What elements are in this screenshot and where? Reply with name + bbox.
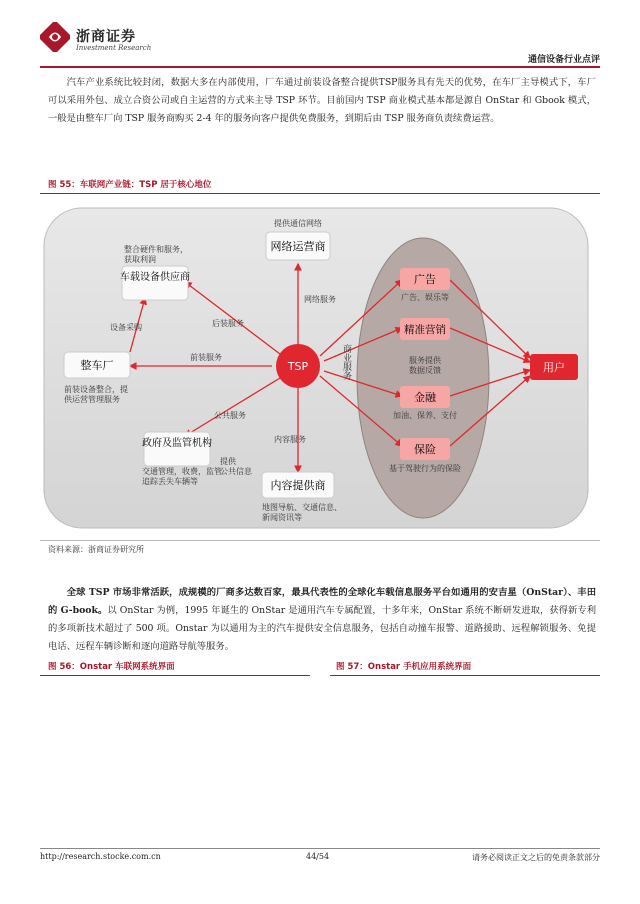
device-supplier-label: 车载设备供应商 bbox=[120, 272, 190, 283]
figure55-title: 图 55：车联网产业链：TSP 居于核心地位 bbox=[48, 180, 212, 190]
source-note: 资料来源：浙商证券研究所 bbox=[48, 545, 144, 554]
header-divider bbox=[40, 66, 600, 68]
user-label: 用户 bbox=[543, 361, 565, 374]
logo-icon bbox=[40, 22, 70, 52]
label-network-service: 网络服务 bbox=[304, 295, 336, 304]
page-number: 44/54 bbox=[306, 852, 330, 861]
figure56-rule bbox=[40, 675, 310, 676]
insurance-label: 保险 bbox=[414, 443, 436, 456]
label-public-service: 公共服务 bbox=[214, 411, 246, 420]
brand-name-en: Investment Research bbox=[76, 44, 152, 52]
label-content-service: 内容服务 bbox=[274, 435, 306, 444]
label-service-info1: 服务提供 bbox=[409, 356, 441, 365]
label-oem-desc1: 前装设备整合，提 bbox=[64, 385, 128, 394]
figure57-title: 图 57：Onstar 手机应用系统界面 bbox=[336, 662, 472, 672]
footer-url[interactable]: http://research.stocke.com.cn bbox=[40, 852, 161, 861]
finance-label: 金融 bbox=[414, 391, 436, 404]
label-preinstall-service: 前装服务 bbox=[190, 353, 222, 362]
brand-name-cn: 浙商证券 bbox=[76, 29, 136, 45]
report-type: 通信设备行业点评 bbox=[527, 55, 600, 65]
oem-label: 整车厂 bbox=[80, 359, 114, 372]
label-business-service: 商业服务 bbox=[341, 344, 351, 380]
footer-divider bbox=[40, 848, 600, 849]
label-service-info2: 数据反馈 bbox=[409, 366, 441, 375]
onstar-paragraph-bold: 全球 TSP 市场非常活跃，成规模的厂商多达数百家，最具代表性的全球化车载信息服务平台如通用的安吉星（OnStar）、丰田的 G-book。 bbox=[48, 587, 596, 616]
label-provide-public2: 公共信息 bbox=[220, 467, 252, 476]
label-gov-desc2: 追踪丢失车辆等 bbox=[142, 477, 198, 486]
network-operator-label: 网络运营商 bbox=[270, 240, 326, 253]
label-gov-desc1: 交通管理，收费，监管 bbox=[142, 467, 222, 476]
onstar-paragraph-rest: 以 OnStar 为例，1995 年诞生的 OnStar 是通用汽车专属配置，十多年来，OnStar 系统不断研发进取，获得新专利的多项新技术超过了 500 项。Onstar 为以通用为主的汽车提供安全信息服务，包括自动撞车报警、道路援助、远程解锁服务、免提电话、远程车辆诊断和逐向道路导航等服务。 bbox=[48, 605, 596, 652]
label-finance-desc: 加油、保养、支付 bbox=[393, 411, 457, 420]
label-aftermarket-service: 后装服务 bbox=[212, 319, 244, 328]
label-content-desc1: 地图导航、交通信息、 bbox=[262, 503, 342, 512]
label-integrate-hw: 整合硬件和服务， bbox=[124, 245, 188, 254]
label-oem-desc2: 供运营管理服务 bbox=[64, 395, 120, 404]
ads-label: 广告 bbox=[414, 273, 436, 286]
tsp-industry-diagram bbox=[40, 206, 600, 536]
figure56-title: 图 56：Onstar 车联网系统界面 bbox=[48, 662, 175, 672]
onstar-paragraph bbox=[48, 584, 596, 656]
label-provide-network: 提供通信网络 bbox=[274, 219, 322, 228]
footer-disclaimer: 请务必阅读正文之后的免责条款部分 bbox=[472, 853, 600, 862]
label-insurance-desc: 基于驾驶行为的保险 bbox=[389, 464, 461, 473]
label-device-purchase: 设备采购 bbox=[110, 323, 142, 332]
source-divider bbox=[40, 540, 600, 541]
gov-label: 政府及监管机构 bbox=[142, 438, 212, 449]
label-get-profit: 获取利润 bbox=[124, 255, 156, 264]
label-ads-desc: 广告、娱乐等 bbox=[401, 293, 449, 302]
figure57-rule bbox=[330, 675, 600, 676]
company-logo bbox=[40, 22, 70, 52]
figure55-rule bbox=[40, 193, 600, 194]
label-provide-public: 提供 bbox=[220, 457, 236, 466]
label-content-desc2: 新闻资讯等 bbox=[262, 513, 302, 522]
intro-paragraph: 汽车产业系统比较封闭，数据大多在内部使用，厂车通过前装设备整合提供TSP服务具有先天的优势，在车厂主导模式下，车厂可以采用外包、成立合资公司或自主运营的方式来主导 TSP 环节。目前国内 TSP 商业模式基本都是源自 OnStar 和 Gbook 模式，一般是由整车厂向 TSP 服务商购买 2-4 年的服务向客户提供免费服务，到期后由 TSP 服务商负责续费运营。 bbox=[48, 77, 596, 124]
content-provider-label: 内容提供商 bbox=[270, 479, 326, 492]
tsp-label: TSP bbox=[287, 360, 309, 373]
precise-marketing-label: 精准营销 bbox=[404, 324, 446, 336]
